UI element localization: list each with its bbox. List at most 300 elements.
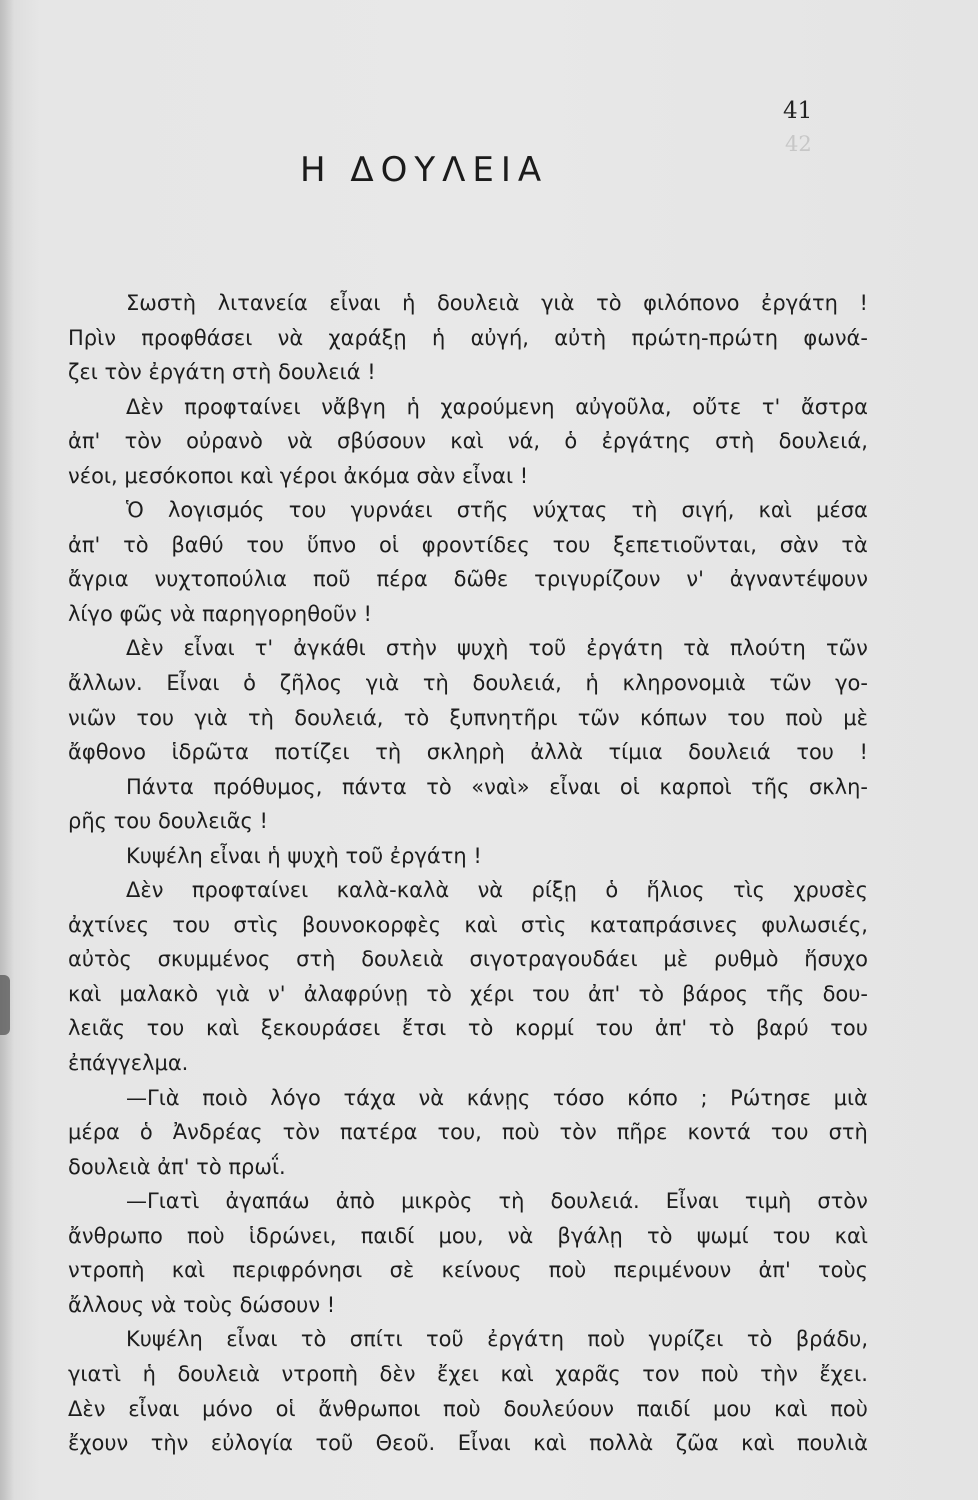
word: του	[246, 532, 285, 557]
text-line	[68, 1253, 868, 1288]
word: ζῶα	[675, 1431, 719, 1456]
word: Εἶναι	[665, 1189, 719, 1214]
word: δουλειά,	[472, 671, 562, 696]
word: τὴν	[150, 1431, 189, 1456]
text-line: ζει τὸν ἐργάτη στὴ δουλειά !	[68, 360, 376, 385]
word: ποὺ	[700, 1361, 739, 1386]
text-line	[68, 321, 868, 356]
word: ἄνθρωποι	[318, 1396, 421, 1421]
word: βουνοκορφὲς	[301, 912, 442, 937]
text-line	[68, 770, 868, 805]
text-line	[68, 528, 868, 563]
word: τὸ	[426, 774, 452, 799]
word: τὸν	[559, 1120, 597, 1145]
word: του	[172, 912, 211, 937]
word: πρώτη-πρώτη	[631, 325, 779, 350]
text-line	[68, 286, 868, 321]
word: σὲ	[389, 1258, 415, 1283]
text-line	[68, 1219, 868, 1254]
word: Πρὶν	[68, 325, 116, 350]
word: ποὺ	[501, 1120, 540, 1145]
word: ἐργάτη	[586, 636, 664, 661]
word: του	[595, 1016, 634, 1041]
word: ἔχει.	[819, 1361, 868, 1386]
word: λόγο	[270, 1085, 321, 1110]
word: τὴ	[498, 1189, 525, 1214]
word: ἀγκάθι	[293, 636, 366, 661]
word: νἄβγη	[321, 394, 386, 419]
text-line	[68, 666, 868, 701]
word: γιὰ	[216, 981, 250, 1006]
word: οἱ	[379, 532, 399, 557]
word: στὸν	[817, 1189, 868, 1214]
word: νὰ	[418, 1085, 445, 1110]
word: ἥλιος	[646, 878, 705, 903]
word: πολλὰ	[589, 1431, 654, 1456]
word: περιφρόνησι	[232, 1258, 363, 1283]
word: τὸ	[403, 705, 430, 730]
word: —Γιατὶ	[126, 1189, 200, 1214]
text-line	[68, 873, 868, 908]
word: στὴ	[296, 947, 336, 972]
word: μιὰ	[833, 1085, 868, 1110]
word: φροντίδες	[421, 532, 530, 557]
word: δὲν	[379, 1361, 416, 1386]
word: ξεκουράσει	[260, 1016, 381, 1041]
word: του	[136, 705, 175, 730]
word: αὐτὸς	[68, 947, 132, 972]
word: τὸ	[746, 1327, 773, 1352]
word: !	[859, 291, 868, 315]
text-line: ρῆς του δουλειᾶς !	[68, 809, 268, 834]
word: δουλειά,	[778, 429, 868, 454]
word: καὶ	[774, 1396, 808, 1421]
text-line	[68, 1184, 868, 1219]
word: τὸ	[638, 981, 664, 1006]
word: προφθάσει	[141, 325, 253, 350]
word: ;	[700, 1085, 708, 1110]
word: αὐγή,	[470, 325, 529, 350]
text-line	[68, 1115, 868, 1150]
word: ὁ	[564, 429, 578, 454]
text-line	[68, 908, 868, 943]
page-edge-mark	[0, 975, 10, 1035]
word: τὸν	[282, 1120, 320, 1145]
word: του	[772, 1223, 811, 1248]
word: ὕπνο	[306, 532, 357, 557]
word: βάρος	[682, 981, 748, 1006]
word: τὸν	[124, 429, 162, 454]
word: τόσο	[552, 1085, 605, 1110]
word: εὐλογία	[210, 1431, 294, 1456]
word: καὶ	[171, 1258, 206, 1283]
word: δῶθε	[453, 567, 509, 592]
word: Θεοῦ.	[375, 1431, 436, 1456]
text-line: νέοι, μεσόκοποι καὶ γέροι ἀκόμα σὰν εἶναι !	[68, 463, 529, 488]
text-line: λίγο φῶς νὰ παρηγορηθοῦν !	[68, 601, 372, 626]
word: ἐργάτη	[761, 291, 838, 315]
word: ἱδρῶτα	[171, 740, 249, 765]
word: ποὺ	[187, 1223, 225, 1248]
word: σιγή,	[681, 498, 735, 523]
word: μέρα	[68, 1120, 120, 1145]
word: ἡ	[585, 671, 599, 696]
word: ἀπὸ	[335, 1189, 376, 1214]
text-line	[68, 493, 868, 528]
word: γιατὶ	[68, 1361, 122, 1386]
word: «ναὶ»	[471, 774, 530, 799]
word: παιδί	[360, 1223, 415, 1248]
word: ποὺ	[830, 1396, 868, 1421]
word: καταπράσινες	[589, 912, 738, 937]
text-line	[68, 977, 868, 1012]
word: παιδί	[636, 1396, 691, 1421]
word: τὸ	[467, 1016, 494, 1041]
word: νὰ	[287, 429, 313, 454]
word: σπίτι	[349, 1327, 403, 1352]
word: χαράξῃ	[328, 325, 407, 350]
word: μικρὸς	[401, 1189, 473, 1214]
word: σκληρὴ	[426, 740, 505, 765]
bleed-through-page-number: 42	[785, 132, 812, 156]
word: καὶ	[834, 1223, 868, 1248]
word: κείνους	[441, 1258, 522, 1283]
word: τῆς	[766, 981, 805, 1006]
word: ἱδρώνει,	[248, 1223, 337, 1248]
word: τιμὴ	[744, 1189, 792, 1214]
word: ἀπ'	[68, 429, 101, 454]
word: ἀγαπάω	[225, 1189, 310, 1214]
word: νύχτας	[532, 498, 608, 523]
word: Ἀνδρέας	[172, 1120, 263, 1145]
word: ζῆλος	[279, 671, 343, 696]
word: τ'	[761, 394, 781, 419]
word: ἔχουν	[68, 1431, 129, 1456]
word: τριγυρίζουν	[534, 567, 661, 592]
text-line	[68, 942, 868, 977]
word: λιτανεία	[217, 291, 308, 315]
word: τὸ	[708, 1016, 735, 1041]
word: μέσα	[816, 498, 868, 523]
word: πατέρα	[339, 1120, 418, 1145]
word: τάχα	[343, 1085, 396, 1110]
word: ρίξῃ	[531, 878, 577, 903]
word: του	[770, 1120, 809, 1145]
word: ἡ	[431, 325, 446, 350]
word: καὶ	[758, 498, 792, 523]
word: ἡ	[142, 1361, 156, 1386]
word: λογισμός	[167, 498, 265, 523]
word: βγάλῃ	[557, 1223, 623, 1248]
word: ἄνθρωπο	[68, 1223, 163, 1248]
body-text	[68, 286, 868, 1461]
word: κάνῃς	[466, 1085, 531, 1110]
word: του	[552, 532, 591, 557]
text-line	[68, 1426, 868, 1461]
word: περιμένουν	[613, 1258, 732, 1283]
word: τῶν	[577, 705, 620, 730]
word: κόπων	[639, 705, 708, 730]
word: γιὰ	[194, 705, 228, 730]
text-line	[68, 1322, 868, 1357]
word: Ὁ	[126, 498, 144, 523]
word: ἐργάτης	[601, 429, 691, 454]
word: Δὲν	[68, 1396, 106, 1421]
word: του,	[437, 1120, 482, 1145]
word: εἶναι	[226, 1327, 278, 1352]
word: ἀπ'	[758, 1258, 791, 1283]
word: σιγοτραγουδάει	[469, 947, 638, 972]
word: ἔχει	[436, 1361, 479, 1386]
word: Εἶναι	[457, 1431, 511, 1456]
word: γυρίζει	[648, 1327, 724, 1352]
word: δουλειὰ	[361, 947, 444, 972]
word: ρυθμὸ	[713, 947, 779, 972]
word: τὴ	[375, 740, 402, 765]
word: τοὺς	[817, 1258, 868, 1283]
word: ποὺ	[587, 1327, 626, 1352]
text-line	[68, 424, 868, 459]
word: Εἶναι	[166, 671, 220, 696]
word: τὴ	[422, 671, 449, 696]
word: οὔτε	[692, 394, 742, 419]
word: ἥσυχο	[804, 947, 868, 972]
word: μὲ	[663, 947, 689, 972]
word: καὶ	[68, 981, 102, 1006]
word: λειᾶς	[68, 1016, 126, 1041]
word: καρποὶ	[659, 774, 732, 799]
word: ἄφθονο	[68, 740, 146, 765]
word: βαρύ	[755, 1016, 809, 1041]
word: τῆς	[751, 774, 790, 799]
word: του	[727, 705, 766, 730]
word: ὁ	[139, 1120, 153, 1145]
word: χαρᾶς	[555, 1361, 621, 1386]
word: νὰ	[277, 325, 304, 350]
word: ποὺ	[785, 705, 823, 730]
word: τ'	[254, 636, 274, 661]
word: δουλειὰ	[436, 291, 520, 315]
word: γυρνάει	[350, 498, 433, 523]
word: καὶ	[450, 429, 484, 454]
word: καὶ	[464, 912, 498, 937]
word: τῶν	[769, 671, 812, 696]
word: τῶν	[825, 636, 868, 661]
text-line	[68, 1081, 868, 1116]
word: γιὰ	[365, 671, 400, 696]
word: νυχτοπούλια	[154, 567, 288, 592]
word: τὸ	[123, 532, 149, 557]
word: Δὲν	[126, 394, 164, 419]
word: τὴν	[760, 1361, 798, 1386]
text-line	[68, 1011, 868, 1046]
word: χρυσὲς	[793, 878, 868, 903]
word: οἱ	[275, 1396, 296, 1421]
word: ψωμί	[696, 1223, 749, 1248]
text-line: Κυψέλη εἶναι ἡ ψυχὴ τοῦ ἐργάτη !	[126, 843, 482, 868]
word: τοῦ	[315, 1431, 354, 1456]
word: τὸ	[647, 1223, 673, 1248]
word: εἶναι	[549, 774, 601, 799]
word: δου-	[822, 981, 868, 1006]
word: καὶ	[205, 1016, 240, 1041]
word: νὰ	[507, 1223, 534, 1248]
word: φωνά-	[803, 325, 868, 350]
word: του	[288, 498, 327, 523]
word: σβύσουν	[337, 429, 426, 454]
word: εἶναι	[329, 291, 381, 315]
word: μου	[713, 1396, 752, 1421]
word: τον	[642, 1361, 680, 1386]
word: νὰ	[477, 878, 504, 903]
word: του	[146, 1016, 185, 1041]
word: τὰ	[683, 636, 710, 661]
word: δουλεύουν	[503, 1396, 614, 1421]
word: ἔτσι	[401, 1016, 447, 1041]
word: πέρα	[376, 567, 428, 592]
word: μόνο	[202, 1396, 253, 1421]
word: ψυχὴ	[456, 636, 509, 661]
word: ἀγναντέψουν	[729, 567, 868, 592]
word: ἡ	[402, 291, 416, 315]
word: Δὲν	[126, 636, 164, 661]
word: ντροπὴ	[68, 1258, 145, 1283]
word: δουλειά,	[294, 705, 384, 730]
word: ἀλλὰ	[530, 740, 583, 765]
word: δουλειά.	[550, 1189, 640, 1214]
word: ντροπὴ	[281, 1361, 359, 1386]
text-line	[68, 701, 868, 736]
word: πῆρε	[616, 1120, 668, 1145]
text-line	[68, 562, 868, 597]
word: τὸ	[426, 981, 452, 1006]
word: προφταίνει	[191, 878, 309, 903]
word: !	[859, 740, 868, 765]
word: ἀπ'	[68, 532, 101, 557]
word: πάντα	[341, 774, 407, 799]
word: στὶς	[233, 912, 279, 937]
word: τίμια	[608, 740, 663, 765]
word: κοντά	[687, 1120, 751, 1145]
word: ἀπ'	[588, 981, 621, 1006]
word: ἡ	[406, 394, 420, 419]
word: στῆς	[456, 498, 509, 523]
word: μὲ	[843, 705, 868, 730]
word: οὐρανὸ	[186, 429, 263, 454]
word: ἄγρια	[68, 567, 129, 592]
word: πουλιὰ	[796, 1431, 868, 1456]
word: εἶναι	[128, 1396, 180, 1421]
word: του	[796, 740, 834, 765]
word: βαθύ	[171, 532, 224, 557]
word: σὰν	[779, 532, 819, 557]
word: τὴ	[248, 705, 274, 730]
word: Πάντα	[126, 774, 194, 799]
word: Κυψέλη	[126, 1327, 203, 1352]
word: ν'	[267, 981, 286, 1006]
word: κόπο	[627, 1085, 678, 1110]
word: μαλακὸ	[119, 981, 199, 1006]
word: ἄλλων.	[68, 671, 143, 696]
word: στὴ	[715, 429, 755, 454]
word: ποτίζει	[274, 740, 350, 765]
chapter-title: Η ΔΟΥΛΕΙΑ	[300, 150, 549, 190]
word: πλούτη	[729, 636, 806, 661]
word: νά,	[507, 429, 541, 454]
word: Ρώτησε	[730, 1085, 811, 1110]
word: ἀπ'	[654, 1016, 688, 1041]
text-line: ἐπάγγελμα.	[68, 1051, 189, 1076]
word: ν'	[686, 567, 704, 592]
word: χαρούμενη	[440, 394, 555, 419]
word: του	[532, 981, 570, 1006]
word: δουλειά	[688, 740, 771, 765]
word: ἄστρα	[800, 394, 868, 419]
word: αὐτὴ	[554, 325, 607, 350]
word: ὁ	[605, 878, 619, 903]
word: ὁ	[243, 671, 257, 696]
word: εἶναι	[183, 636, 235, 661]
word: κορμί	[515, 1016, 575, 1041]
page-number: 41	[783, 98, 813, 124]
word: γιὰ	[541, 291, 575, 315]
word: καὶ	[500, 1361, 534, 1386]
word: τὸ	[596, 291, 622, 315]
text-line	[68, 631, 868, 666]
word: τὰ	[841, 532, 868, 557]
word: του	[830, 1016, 868, 1041]
word: κληρονομιὰ	[622, 671, 746, 696]
text-line: ἄλλους νὰ τοὺς δώσουν !	[68, 1292, 336, 1317]
word: ποῦ	[312, 567, 351, 592]
word: στὴν	[385, 636, 437, 661]
word: ποὺ	[548, 1258, 587, 1283]
word: φυλωσιές,	[761, 912, 868, 937]
word: βράδυ,	[795, 1327, 868, 1352]
word: στὴ	[828, 1120, 868, 1145]
binding-shadow	[0, 0, 14, 1500]
word: φιλόπονο	[643, 291, 740, 315]
word: οἱ	[619, 774, 640, 799]
word: ξυπνητῆρι	[449, 705, 558, 730]
word: ἀλαφρύνῃ	[303, 981, 409, 1006]
word: καλὰ-καλὰ	[336, 878, 450, 903]
word: πρόθυμος,	[213, 774, 323, 799]
word: σκυμμένος	[157, 947, 271, 972]
text-line	[68, 735, 868, 770]
text-line: δουλειὰ ἀπ' τὸ πρωΐ.	[68, 1154, 286, 1179]
word: δουλειὰ	[177, 1361, 261, 1386]
word: αὐγοῦλα,	[575, 394, 672, 419]
word: σκλη-	[808, 774, 868, 799]
text-line	[68, 1357, 868, 1392]
word: στὶς	[520, 912, 567, 937]
word: καὶ	[741, 1431, 775, 1456]
word: τοῦ	[426, 1327, 464, 1352]
word: ἐργάτη	[487, 1327, 564, 1352]
word: ποιὸ	[202, 1085, 248, 1110]
word: νιῶν	[68, 705, 117, 730]
word: τὸ	[300, 1327, 327, 1352]
text-line	[68, 1392, 868, 1427]
word: ἀχτίνες	[68, 912, 150, 937]
word: Σωστὴ	[126, 291, 197, 315]
text-line	[68, 390, 868, 425]
word: ποὺ	[443, 1396, 481, 1421]
word: τὴ	[631, 498, 658, 523]
word: —Γιὰ	[126, 1085, 180, 1110]
word: Δὲν	[126, 878, 164, 903]
